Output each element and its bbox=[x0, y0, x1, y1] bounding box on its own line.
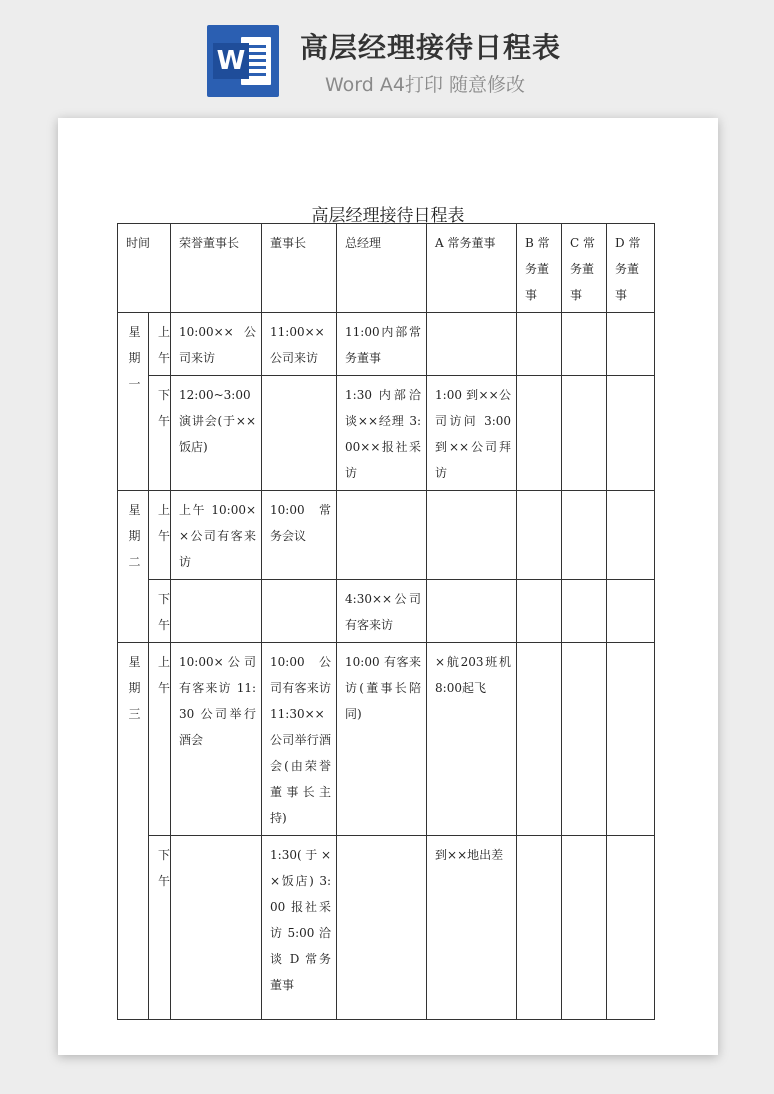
table-cell bbox=[517, 313, 562, 376]
table-cell bbox=[607, 376, 655, 491]
half-am: 上午 bbox=[149, 313, 171, 376]
table-cell bbox=[517, 376, 562, 491]
table-cell bbox=[337, 836, 427, 1020]
table-cell bbox=[607, 580, 655, 643]
table-cell bbox=[562, 491, 607, 580]
table-cell bbox=[517, 491, 562, 580]
table-cell bbox=[337, 491, 427, 580]
table-cell bbox=[171, 580, 262, 643]
table-cell bbox=[607, 313, 655, 376]
header-chairman: 董事长 bbox=[262, 224, 337, 313]
header-honorary-chairman: 荣誉董事长 bbox=[171, 224, 262, 313]
day-monday: 星期一 bbox=[118, 313, 149, 491]
table-row bbox=[118, 376, 655, 491]
table-cell bbox=[562, 313, 607, 376]
table-cell bbox=[607, 643, 655, 836]
half-pm: 下午 bbox=[149, 836, 171, 1020]
table-row bbox=[118, 313, 655, 376]
table-cell bbox=[562, 580, 607, 643]
word-letter: W bbox=[213, 43, 249, 79]
table-cell bbox=[562, 836, 607, 1020]
day-wednesday: 星期三 bbox=[118, 643, 149, 1020]
word-icon bbox=[207, 25, 279, 97]
table-cell: 12:00~3:00演讲会(于××饭店) bbox=[171, 376, 262, 491]
half-am: 上午 bbox=[149, 491, 171, 580]
table-cell bbox=[517, 836, 562, 1020]
document-title: 高层经理接待日程表 bbox=[311, 206, 465, 226]
half-pm: 下午 bbox=[149, 580, 171, 643]
table-cell: 10:00×公司有客来访 11:30 公司举行酒会 bbox=[171, 643, 262, 836]
table-header-row bbox=[118, 224, 655, 313]
header-general-manager: 总经理 bbox=[337, 224, 427, 313]
table-row bbox=[118, 491, 655, 580]
table-cell bbox=[427, 313, 517, 376]
table-cell bbox=[562, 376, 607, 491]
page-subtitle: Word A4打印 随意修改 bbox=[325, 74, 526, 96]
table-cell bbox=[427, 580, 517, 643]
schedule-table bbox=[117, 223, 655, 1020]
day-tuesday: 星期二 bbox=[118, 491, 149, 643]
header-director-d: D 常务董事 bbox=[607, 224, 655, 313]
table-cell: 4:30××公司有客来访 bbox=[337, 580, 427, 643]
table-cell: 到××地出差 bbox=[427, 836, 517, 1020]
table-cell bbox=[607, 836, 655, 1020]
table-cell bbox=[517, 580, 562, 643]
table-cell: 1:30(于××饭店) 3:00 报社采访 5:00 洽谈 D 常务董事 bbox=[262, 836, 337, 1020]
table-cell: 1:30 内部洽谈××经理 3:00××报社采访 bbox=[337, 376, 427, 491]
table-cell: 10:00××公司来访 bbox=[171, 313, 262, 376]
header-director-c: C 常务董事 bbox=[562, 224, 607, 313]
table-cell: 10:00 常务会议 bbox=[262, 491, 337, 580]
table-cell: 11:00××公司来访 bbox=[262, 313, 337, 376]
table-row bbox=[118, 836, 655, 1020]
page-title: 高层经理接待日程表 bbox=[300, 31, 562, 64]
table-row bbox=[118, 643, 655, 836]
table-cell bbox=[171, 836, 262, 1020]
header-director-b: B 常务董事 bbox=[517, 224, 562, 313]
table-cell bbox=[427, 491, 517, 580]
table-cell: 11:00内部常务董事 bbox=[337, 313, 427, 376]
header-director-a: A 常务董事 bbox=[427, 224, 517, 313]
table-cell bbox=[262, 580, 337, 643]
table-cell: 1:00 到××公司访问 3:00 到××公司拜访 bbox=[427, 376, 517, 491]
header-time: 时间 bbox=[118, 224, 171, 313]
table-row bbox=[118, 580, 655, 643]
table-cell bbox=[562, 643, 607, 836]
half-am: 上午 bbox=[149, 643, 171, 836]
table-cell: 10:00 公司有客来访 11:30××公司举行酒会(由荣誉董事长主持) bbox=[262, 643, 337, 836]
table-cell bbox=[607, 491, 655, 580]
half-pm: 下午 bbox=[149, 376, 171, 491]
table-cell bbox=[517, 643, 562, 836]
table-cell: 10:00 有客来访(董事长陪同) bbox=[337, 643, 427, 836]
table-cell bbox=[262, 376, 337, 491]
table-cell: ×航203班机 8:00起飞 bbox=[427, 643, 517, 836]
table-cell: 上午 10:00××公司有客来访 bbox=[171, 491, 262, 580]
